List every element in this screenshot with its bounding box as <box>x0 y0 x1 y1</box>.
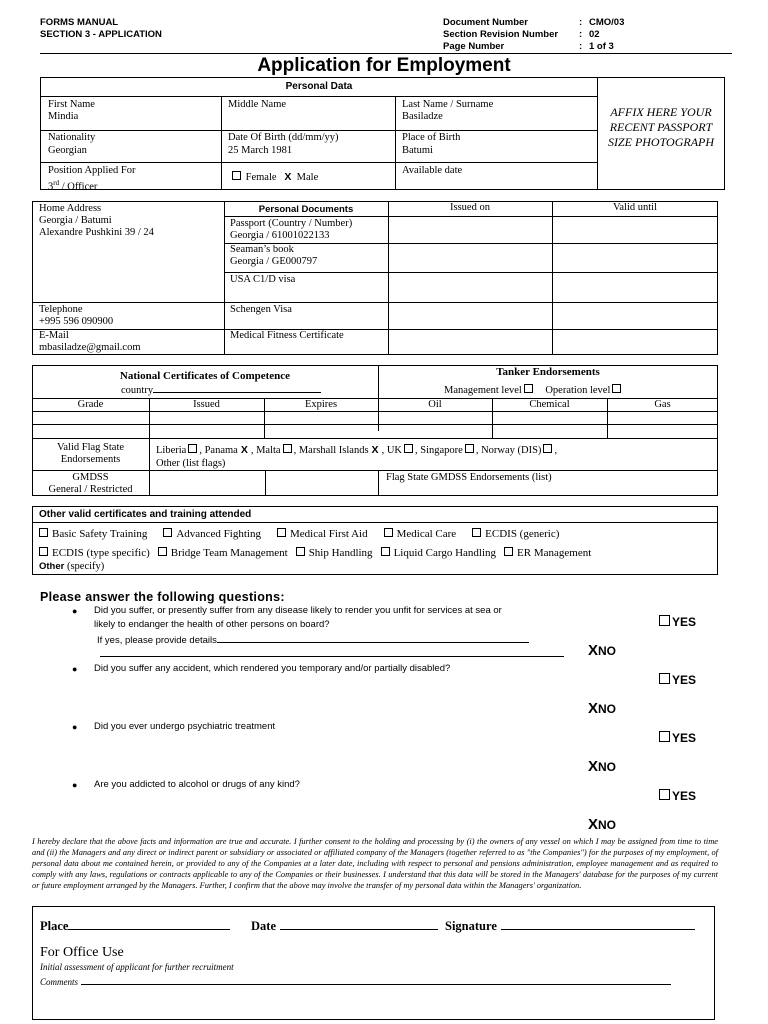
divider <box>224 272 718 273</box>
q4-no-mark[interactable]: X <box>588 816 599 833</box>
training-option[interactable] <box>163 528 261 540</box>
flag-name: Liberia <box>156 445 187 456</box>
training-label: ECDIS (generic) <box>485 528 560 540</box>
male-check-mark[interactable]: X <box>284 171 292 183</box>
flag-check-mark[interactable]: X <box>240 444 248 456</box>
flag-checkbox[interactable] <box>543 444 552 453</box>
medical-certificate-label: Medical Fitness Certificate <box>230 330 344 341</box>
q2-yes[interactable]: YES <box>659 673 696 687</box>
colon: : <box>579 29 583 40</box>
training-checkbox[interactable] <box>472 528 481 537</box>
seamans-book-label: Seaman’s book <box>230 244 294 255</box>
personal-documents-heading: Personal Documents <box>258 204 354 215</box>
training-option[interactable] <box>504 547 591 559</box>
divider <box>388 201 389 355</box>
grade-heading: Grade <box>77 399 104 410</box>
female-label: Female <box>245 172 277 183</box>
telephone-value[interactable]: +995 596 090900 <box>39 316 114 327</box>
page-label: Page Number <box>443 41 505 52</box>
divider <box>32 470 718 471</box>
available-date-label: Available date <box>402 165 463 176</box>
divider <box>224 216 718 217</box>
pob-value[interactable]: Batumi <box>402 145 433 156</box>
place-field[interactable]: Place <box>40 917 230 934</box>
q1-no[interactable]: XNO <box>588 642 617 659</box>
divider <box>265 470 266 496</box>
telephone-label: Telephone <box>39 304 83 315</box>
flag-option[interactable] <box>205 445 251 456</box>
training-label: Liquid Cargo Handling <box>393 547 497 559</box>
training-checkbox[interactable] <box>504 547 513 556</box>
personal-data-heading: Personal Data <box>285 81 353 92</box>
flag-checkbox[interactable] <box>283 444 292 453</box>
training-label: Ship Handling <box>308 547 373 559</box>
flag-endorsements-label: Valid Flag State Endorsements <box>56 442 125 465</box>
training-checkbox[interactable] <box>158 547 167 556</box>
training-checkbox[interactable] <box>277 528 286 537</box>
training-label: ECDIS (type specific) <box>52 547 150 559</box>
revision-value: 02 <box>589 29 600 40</box>
flag-option[interactable] <box>299 445 382 456</box>
flag-checkbox[interactable] <box>404 444 413 453</box>
operation-checkbox[interactable] <box>612 384 621 393</box>
divider <box>395 96 396 190</box>
country-field[interactable]: country <box>121 382 321 397</box>
training-other[interactable]: Other (specify) <box>39 561 105 572</box>
page-title: Application for Employment <box>257 55 511 76</box>
training-label: Medical First Aid <box>289 528 368 540</box>
flag-checkbox[interactable] <box>188 444 197 453</box>
training-label: Basic Safety Training <box>52 528 148 540</box>
usa-visa-label: USA C1/D visa <box>230 274 296 285</box>
flag-name: Norway (DIS) <box>481 445 542 456</box>
home-address-line2[interactable]: Alexandre Pushkini 39 / 24 <box>39 227 154 238</box>
doc-number-value: CMO/03 <box>589 17 625 28</box>
colon: : <box>579 17 583 28</box>
gmdss-sublabel: General / Restricted <box>48 484 133 495</box>
home-address-line1[interactable]: Georgia / Batumi <box>39 215 112 226</box>
training-label: Bridge Team Management <box>170 547 288 559</box>
q1-yes-checkbox[interactable] <box>659 615 670 626</box>
divider <box>40 130 598 131</box>
divider <box>378 470 379 496</box>
q4-yes-checkbox[interactable] <box>659 789 670 800</box>
doc-number-label: Document Number <box>443 17 528 28</box>
seamans-book-value[interactable]: Georgia / GE000797 <box>230 256 318 267</box>
first-name-label: First Name <box>48 99 95 110</box>
header-rule <box>40 53 732 54</box>
gender-field <box>230 171 318 184</box>
training-checkbox[interactable] <box>39 547 48 556</box>
q3-yes[interactable]: YES <box>659 731 696 745</box>
q4-yes[interactable]: YES <box>659 789 696 803</box>
email-value[interactable]: mbasiladze@gmail.com <box>39 342 141 353</box>
flag-list: Liberia , Panama X , Malta , Marshall Islands X , UK , Singapore , Norway (DIS) , <box>156 444 558 456</box>
issued-on-heading: Issued on <box>450 202 490 213</box>
dob-label: Date Of Birth (dd/mm/yy) <box>228 132 339 143</box>
gas-heading: Gas <box>654 399 671 410</box>
q1-yes[interactable]: YES <box>659 615 696 629</box>
photo-instruction: AFFIX HERE YOUR RECENT PASSPORT SIZE PHOTOGRAPH <box>607 105 715 149</box>
management-level-label: Management level <box>444 385 522 396</box>
flag-option[interactable] <box>420 445 476 456</box>
flag-name: Singapore <box>420 445 463 456</box>
divider <box>32 438 718 439</box>
office-use-heading: For Office Use <box>40 945 124 960</box>
training-option[interactable] <box>384 528 457 540</box>
divider <box>32 411 718 412</box>
training-checkbox[interactable] <box>163 528 172 537</box>
flag-option[interactable] <box>387 445 415 456</box>
training-checkbox[interactable] <box>296 547 305 556</box>
training-option[interactable] <box>39 547 150 559</box>
q3-yes-checkbox[interactable] <box>659 731 670 742</box>
q2-yes-checkbox[interactable] <box>659 673 670 684</box>
training-checkbox[interactable] <box>39 528 48 537</box>
details-line[interactable] <box>100 656 564 657</box>
question-1-line1: Did you suffer, or presently suffer from any disease likely to render you unfit for services at sea or <box>94 605 502 616</box>
flag-name: Marshall Islands <box>298 445 369 456</box>
position-label: Position Applied For <box>48 165 136 176</box>
comments-field[interactable]: Comments <box>40 975 671 988</box>
question-1-details[interactable]: If yes, please provide details <box>97 632 529 647</box>
flag-name: Panama <box>204 445 238 456</box>
declaration-text: I hereby declare that the above facts and information are true and accurate. I further consent to the holding and processing by (i) the owners of any vessel on which I may be assigned from time to time and (ii) the Managers and any direct or indirect parent or subsidiary or associated or affiliated company of the Managers (together referred to as "the Companies") for the purposes of my employment, of personal data about me contained herein, or provided to any of the Companies at a later date, including with respect to personal and pensions administration, employee management and as required to comply with any laws, regulations or contracts applicable to any of the Companies or their businesses. I understand that this data will be stored in the Managers' database for the purposes of my current or future employment arranged by the Managers. Further, I confirm that the above may involve the transfer of my personal data within the Managers' organization. <box>32 837 718 890</box>
revision-label: Section Revision Number <box>443 29 559 40</box>
date-field[interactable]: Date <box>251 917 438 934</box>
chemical-heading: Chemical <box>529 399 570 410</box>
q3-no-mark[interactable]: X <box>588 758 599 775</box>
divider <box>32 329 718 330</box>
passport-label: Passport (Country / Number) <box>230 218 353 229</box>
last-name-label: Last Name / Surname <box>402 99 494 110</box>
gmdss-flag-label: Flag State GMDSS Endorsements (list) <box>386 472 552 483</box>
passport-value[interactable]: Georgia / 61001022133 <box>230 230 330 241</box>
initial-assessment-label: Initial assessment of applicant for further recruitment <box>40 962 234 972</box>
training-option[interactable] <box>472 528 559 540</box>
training-checkbox[interactable] <box>381 547 390 556</box>
flag-checkbox[interactable] <box>465 444 474 453</box>
divider <box>32 522 718 523</box>
competence-heading: National Certificates of Competence <box>119 370 291 382</box>
middle-name-label: Middle Name <box>228 99 287 110</box>
section-title: SECTION 3 - APPLICATION <box>40 29 162 40</box>
training-row-1 <box>39 528 575 540</box>
divider <box>40 96 598 97</box>
oil-heading: Oil <box>428 399 442 410</box>
bullet: ● <box>72 780 78 790</box>
email-label: E-Mail <box>39 330 69 341</box>
training-label: Medical Care <box>396 528 457 540</box>
divider <box>224 243 718 244</box>
nationality-label: Nationality <box>48 132 96 143</box>
training-label: ER Management <box>517 547 592 559</box>
dob-value[interactable]: 25 March 1981 <box>228 145 293 156</box>
management-checkbox[interactable] <box>524 384 533 393</box>
signature-field[interactable]: Signature <box>445 917 695 934</box>
question-2: Did you suffer any accident, which rendered you temporary and/or partially disabled? <box>94 663 451 674</box>
bullet: ● <box>72 664 78 674</box>
flag-option[interactable] <box>156 445 199 456</box>
training-row-2 <box>39 547 599 559</box>
training-option[interactable] <box>158 547 288 559</box>
training-option[interactable] <box>277 528 368 540</box>
bullet: ● <box>72 722 78 732</box>
male-label: Male <box>296 172 319 183</box>
flag-name: UK <box>386 445 402 456</box>
valid-until-heading: Valid until <box>612 202 658 213</box>
question-3: Did you ever undergo psychiatric treatment <box>94 721 276 732</box>
flag-option[interactable] <box>481 445 554 456</box>
position-value[interactable]: 3rd / Officer <box>48 179 98 193</box>
gmdss-label: GMDSS <box>72 472 109 483</box>
issued-heading: Issued <box>193 399 220 410</box>
home-address-label: Home Address <box>39 203 102 214</box>
q3-no[interactable]: XNO <box>588 758 617 775</box>
q2-no[interactable]: XNO <box>588 700 617 717</box>
training-option[interactable] <box>381 547 496 559</box>
last-name-value[interactable]: Basiladze <box>402 111 443 122</box>
questions-heading: Please answer the following questions: <box>40 590 285 604</box>
question-1-line2: likely to endanger the health of other persons on board? <box>94 619 330 630</box>
training-heading: Other valid certificates and training attended <box>39 509 252 520</box>
nationality-value[interactable]: Georgian <box>48 145 87 156</box>
operation-level-label: Operation level <box>545 385 611 396</box>
other-flags-label: Other (list flags) <box>156 458 226 469</box>
documents-table <box>32 201 718 355</box>
q2-no-mark[interactable]: X <box>588 700 599 717</box>
expires-heading: Expires <box>304 399 338 410</box>
female-checkbox[interactable] <box>232 171 241 180</box>
divider <box>224 201 225 355</box>
q4-no[interactable]: XNO <box>588 816 617 833</box>
flag-name: Malta <box>256 445 281 456</box>
bullet: ● <box>72 606 78 616</box>
pob-label: Place of Birth <box>402 132 461 143</box>
divider <box>32 302 718 303</box>
page-value: 1 of 3 <box>589 41 614 52</box>
manual-title: FORMS MANUAL <box>40 17 119 28</box>
schengen-visa-label: Schengen Visa <box>230 304 292 315</box>
flag-option[interactable] <box>256 445 294 456</box>
tanker-heading: Tanker Endorsements <box>496 366 600 378</box>
tanker-levels <box>444 384 623 397</box>
flag-check-mark[interactable]: X <box>371 444 379 456</box>
q1-no-mark[interactable]: X <box>588 642 599 659</box>
divider <box>40 162 598 163</box>
question-4: Are you addicted to alcohol or drugs of any kind? <box>94 779 300 790</box>
training-option[interactable] <box>296 547 373 559</box>
divider <box>32 424 718 425</box>
divider <box>149 398 150 496</box>
training-label: Advanced Fighting <box>176 528 261 540</box>
training-checkbox[interactable] <box>384 528 393 537</box>
divider <box>552 201 553 355</box>
training-option[interactable] <box>39 528 147 540</box>
first-name-value[interactable]: Mindia <box>48 111 79 122</box>
colon: : <box>579 41 583 52</box>
divider <box>221 96 222 190</box>
